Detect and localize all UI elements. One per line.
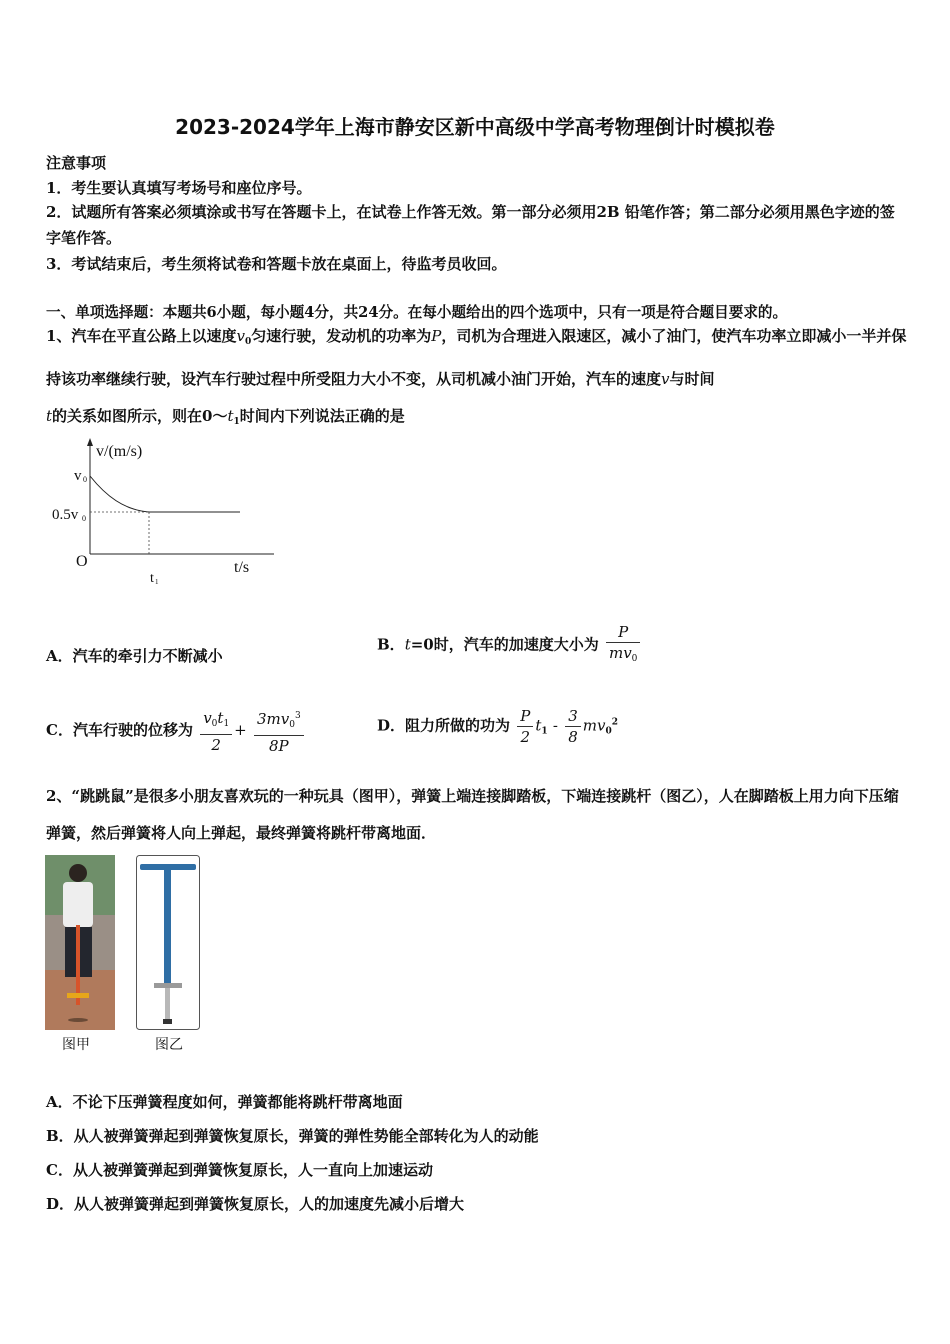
q1-option-c-f1-v: v [203,708,212,727]
q1-option-c-f1-den: 2 [211,735,221,754]
graph-v0-sub: 0 [83,475,87,484]
graph-decay-curve [90,476,149,512]
pogo-child-photo [45,855,115,1030]
q1-option-b-num: P [606,622,640,643]
graph-t1-sub: 1 [155,578,159,586]
q1-option-c-f2-mv: 3mv [256,710,290,728]
q1-v0-sub: 0 [244,337,252,347]
q1-option-c-f1-t: t [217,708,224,727]
q2-option-b: B．从人被弹簧弹起到弹簧恢复原长，弹簧的弹性势能全部转化为人的动能 [46,1127,539,1145]
q1-option-b-den-sub: 0 [631,654,638,664]
graph-y-arrow [87,438,93,446]
q1-option-c-f1-t-sub: 1 [223,718,230,729]
notice-item-1: 1．考生要认真填写考场号和座位序号。 [46,179,312,197]
graph-half-sub: 0 [82,514,86,523]
notice-heading: 注意事项 [46,154,107,172]
pogo-foot-pegs [154,983,182,988]
graph-x-label: t/s [234,559,250,576]
page-title: 2023-2024学年上海市静安区新中高级中学高考物理倒计时模拟卷 [175,115,775,139]
q1-v: v [661,370,670,388]
q1-t: t [46,407,53,425]
q1-option-d-fraction-2 [565,706,581,747]
q1-option-c-fraction-2 [254,706,304,756]
pogo-spring-rod [165,985,170,1020]
caption-jia: 图甲 [62,1037,90,1053]
q1-option-c-f1-num [200,708,232,735]
notice-item-2: 2．试题所有答案必须填涂或书写在答题卡上，在试卷上作答无效。第一部分必须用2B 铅笔作答；第二部分必须用黑色字迹的签字笔作答。 [46,203,895,247]
q1-v0: v [236,327,245,345]
q1-option-c [46,706,306,756]
graph-half-label: 0.5v [52,507,79,523]
notice-item-3: 3．考试结束后，考生须将试卷和答题卡放在桌面上，待监考员收回。 [46,255,507,273]
q1-option-c-f1-v-sub: 0 [211,718,218,729]
q1-option-c-fraction-1 [200,708,232,755]
q1-option-c-f2-num [254,706,304,736]
pogo-tip [163,1019,172,1024]
q1-option-d-fraction-1 [517,706,533,747]
child-leg-right [80,927,92,977]
q1-option-c-f2-sup: 3 [294,711,301,721]
q1-option-d [377,706,618,747]
q1-option-d-f1-den: 2 [520,728,531,746]
caption-yi: 图乙 [155,1037,183,1053]
q1-option-b-t: t [404,635,411,654]
q1-option-d-f2-num: 3 [565,706,581,727]
q1-option-b-den [606,643,640,669]
q1-option-b-text: =0时，汽车的加速度大小为 [410,635,599,654]
q1-option-c-plus: + [234,721,247,739]
pogo-shadow [68,1018,88,1022]
velocity-time-graph [46,434,286,594]
q1-p: P [431,327,442,345]
graph-origin: O [76,553,88,570]
graph-y-label: v/(m/s) [96,443,143,460]
q1-stem-part-d: 与时间 [669,370,715,388]
q1-stem-part-a: 1、汽车在平直公路上以速度 [46,327,237,345]
q1-option-b [377,622,642,669]
q2-option-c: C．从人被弹簧弹起到弹簧恢复原长，人一直向上加速运动 [46,1161,433,1179]
child-leg-left [65,927,77,977]
q1-option-d-t: t [535,716,542,735]
q1-stem-part-e: 的关系如图所示，则在0～ [52,407,228,425]
question-1-stem [46,318,908,441]
pogo-footpegs [67,993,89,998]
q1-option-c-f2-den: 8P [269,737,289,755]
q1-stem-part-b: 匀速行驶，发动机的功率为 [251,327,432,345]
graph-v0-label: v [74,468,82,484]
q1-t1-sub: 1 [233,417,240,427]
q1-option-d-mv: mv [582,716,606,735]
q1-option-d-minus: - [552,716,558,735]
q1-option-d-t-sub: 1 [541,726,548,737]
pogo-handlebar [140,864,196,870]
graph-t1-label: t [150,571,154,586]
q1-option-b-den-text: mv [608,644,632,662]
q1-option-b-fraction [606,622,640,669]
child-jacket [63,882,93,927]
pogo-pole [164,870,171,985]
q1-stem-part-c: ，司机为合理进入限速区，减小了油门，使汽车功率立即减小一半并保持该功率继续行驶，设汽车行驶过程中所受阻力大小不变，从司机减小油门开始，汽车的速度 [46,327,907,388]
q1-option-b-prefix: B． [377,635,405,654]
q1-option-d-text: D．阻力所做的功为 [377,716,511,735]
q2-option-a: A．不论下压弹簧程度如何，弹簧都能将跳杆带离地面 [46,1093,403,1111]
q1-option-c-text: C．汽车行驶的位移为 [46,721,193,739]
pogo-stick-photo [136,855,200,1030]
q1-option-c-f2-sub: 0 [289,720,295,730]
q1-option-d-f2-den: 8 [568,728,578,746]
section-heading: 一、单项选择题：本题共6小题，每小题4分，共24分。在每小题给出的四个选项中，只有一项是符合题目要求的。 [46,304,788,321]
q1-option-a: A．汽车的牵引力不断减小 [46,647,223,665]
q1-option-d-mv-sup: 2 [611,717,618,728]
q1-option-d-f1-num: P [517,706,533,727]
child-head [69,864,87,882]
q1-stem-part-f: 时间内下列说法正确的是 [239,407,405,425]
q1-option-d-mv-sub: 0 [605,726,612,737]
q1-t1: t [227,407,234,425]
q2-option-d: D．从人被弹簧弹起到弹簧恢复原长，人的加速度先减小后增大 [46,1195,465,1213]
question-2-stem: 2、“跳跳鼠”是很多小朋友喜欢玩的一种玩具（图甲），弹簧上端连接脚踏板，下端连接跳杆（图乙），人在脚踏板上用力向下压缩弹簧，然后弹簧将人向上弹起，最终弹簧将跳杆带离地面． [46,787,899,842]
